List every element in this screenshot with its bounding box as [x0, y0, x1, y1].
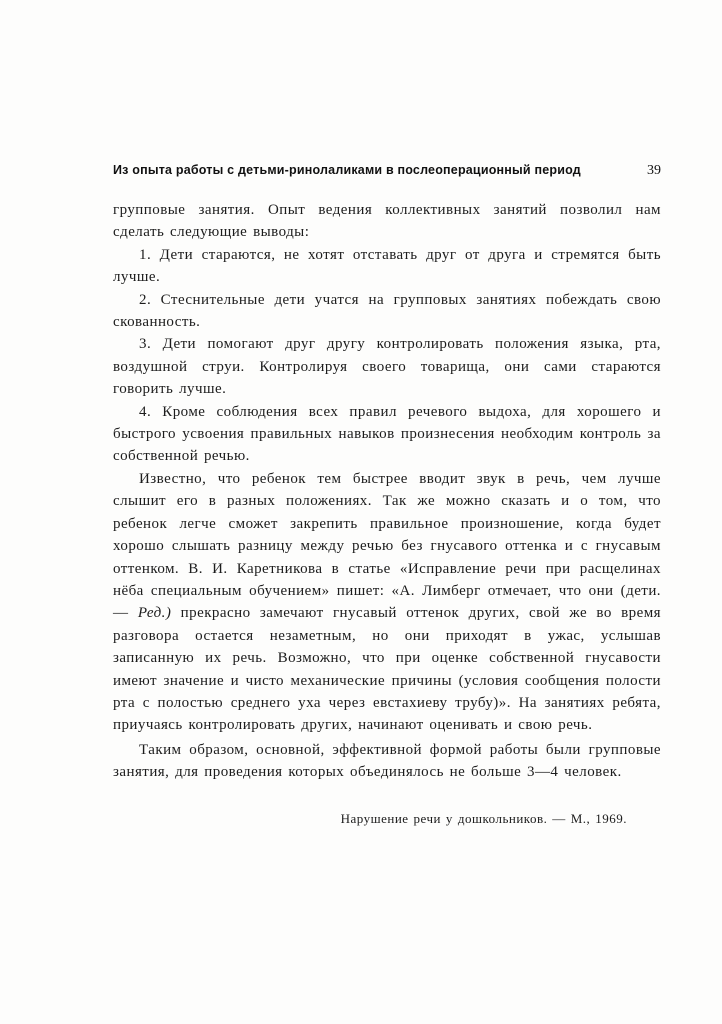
running-head: [113, 163, 661, 179]
paragraph: групповые занятия. Опыт ведения коллективных занятий позволил нам сделать следующие выводы:: [113, 202, 661, 241]
paragraph: 2. Стеснительные дети учатся на групповых занятиях побеждать свою скованность.: [113, 291, 661, 331]
paragraph-text: прекрасно замечают гнусавый оттенок других, свой же во время разговора остается незаметным, но они приходят в ужас, услышав записанную их речь. Возможно, что при оценке собственной гнусавости имеют значение и чисто механические причины (условия сообщения полости рта с полостью среднего уха через евстахиеву трубу)». На занятиях ребята, приучаясь контролировать других, начинают оценивать и свою речь.: [113, 605, 662, 734]
paragraph: 4. Кроме соблюдения всех правил речевого выдоха, для хорошего и быстрого усвоения правильных навыков произнесения необходим контроль за собственной речью.: [113, 403, 661, 465]
footer-citation: Нарушение речи у дошкольников. — М., 1969.: [340, 810, 627, 826]
page-content: [113, 163, 661, 827]
paragraph: Таким образом, основной, эффективной формой работы были групповые занятия, для проведения которых объединялось не больше 3—4 человек.: [113, 741, 661, 781]
paragraph-text: Известно, что ребенок тем быстрее вводит звук в речь, чем лучше слышит его в разных положениях. Так же можно сказать и о том, что ребенок легче сможет закрепить правильное произношение, когда будет хорошо слышать разницу между речью без гнусавого оттенка и с гнусавым оттенком. В. И. Каретникова в статье «Исправление речи при расщелинах нёба специальным обучением» пишет: «А. Лимберг отмечает, что они (дети. —: [113, 470, 661, 622]
running-title: Из опыта работы с детьми-ринолаликами в послеоперационный период: [113, 163, 581, 177]
paragraph: 1. Дети стараются, не хотят отставать друг от друга и стремятся быть лучше.: [113, 246, 661, 286]
body-text: [113, 199, 661, 784]
page-number: 39: [647, 163, 661, 178]
paragraph: 3. Дети помогают друг другу контролировать положения языка, рта, воздушной струи. Контролируя своего товарища, они сами стараются говорить лучше.: [113, 336, 661, 398]
editorial-note-italic: Ред.): [137, 605, 172, 622]
paragraph: [113, 468, 661, 737]
